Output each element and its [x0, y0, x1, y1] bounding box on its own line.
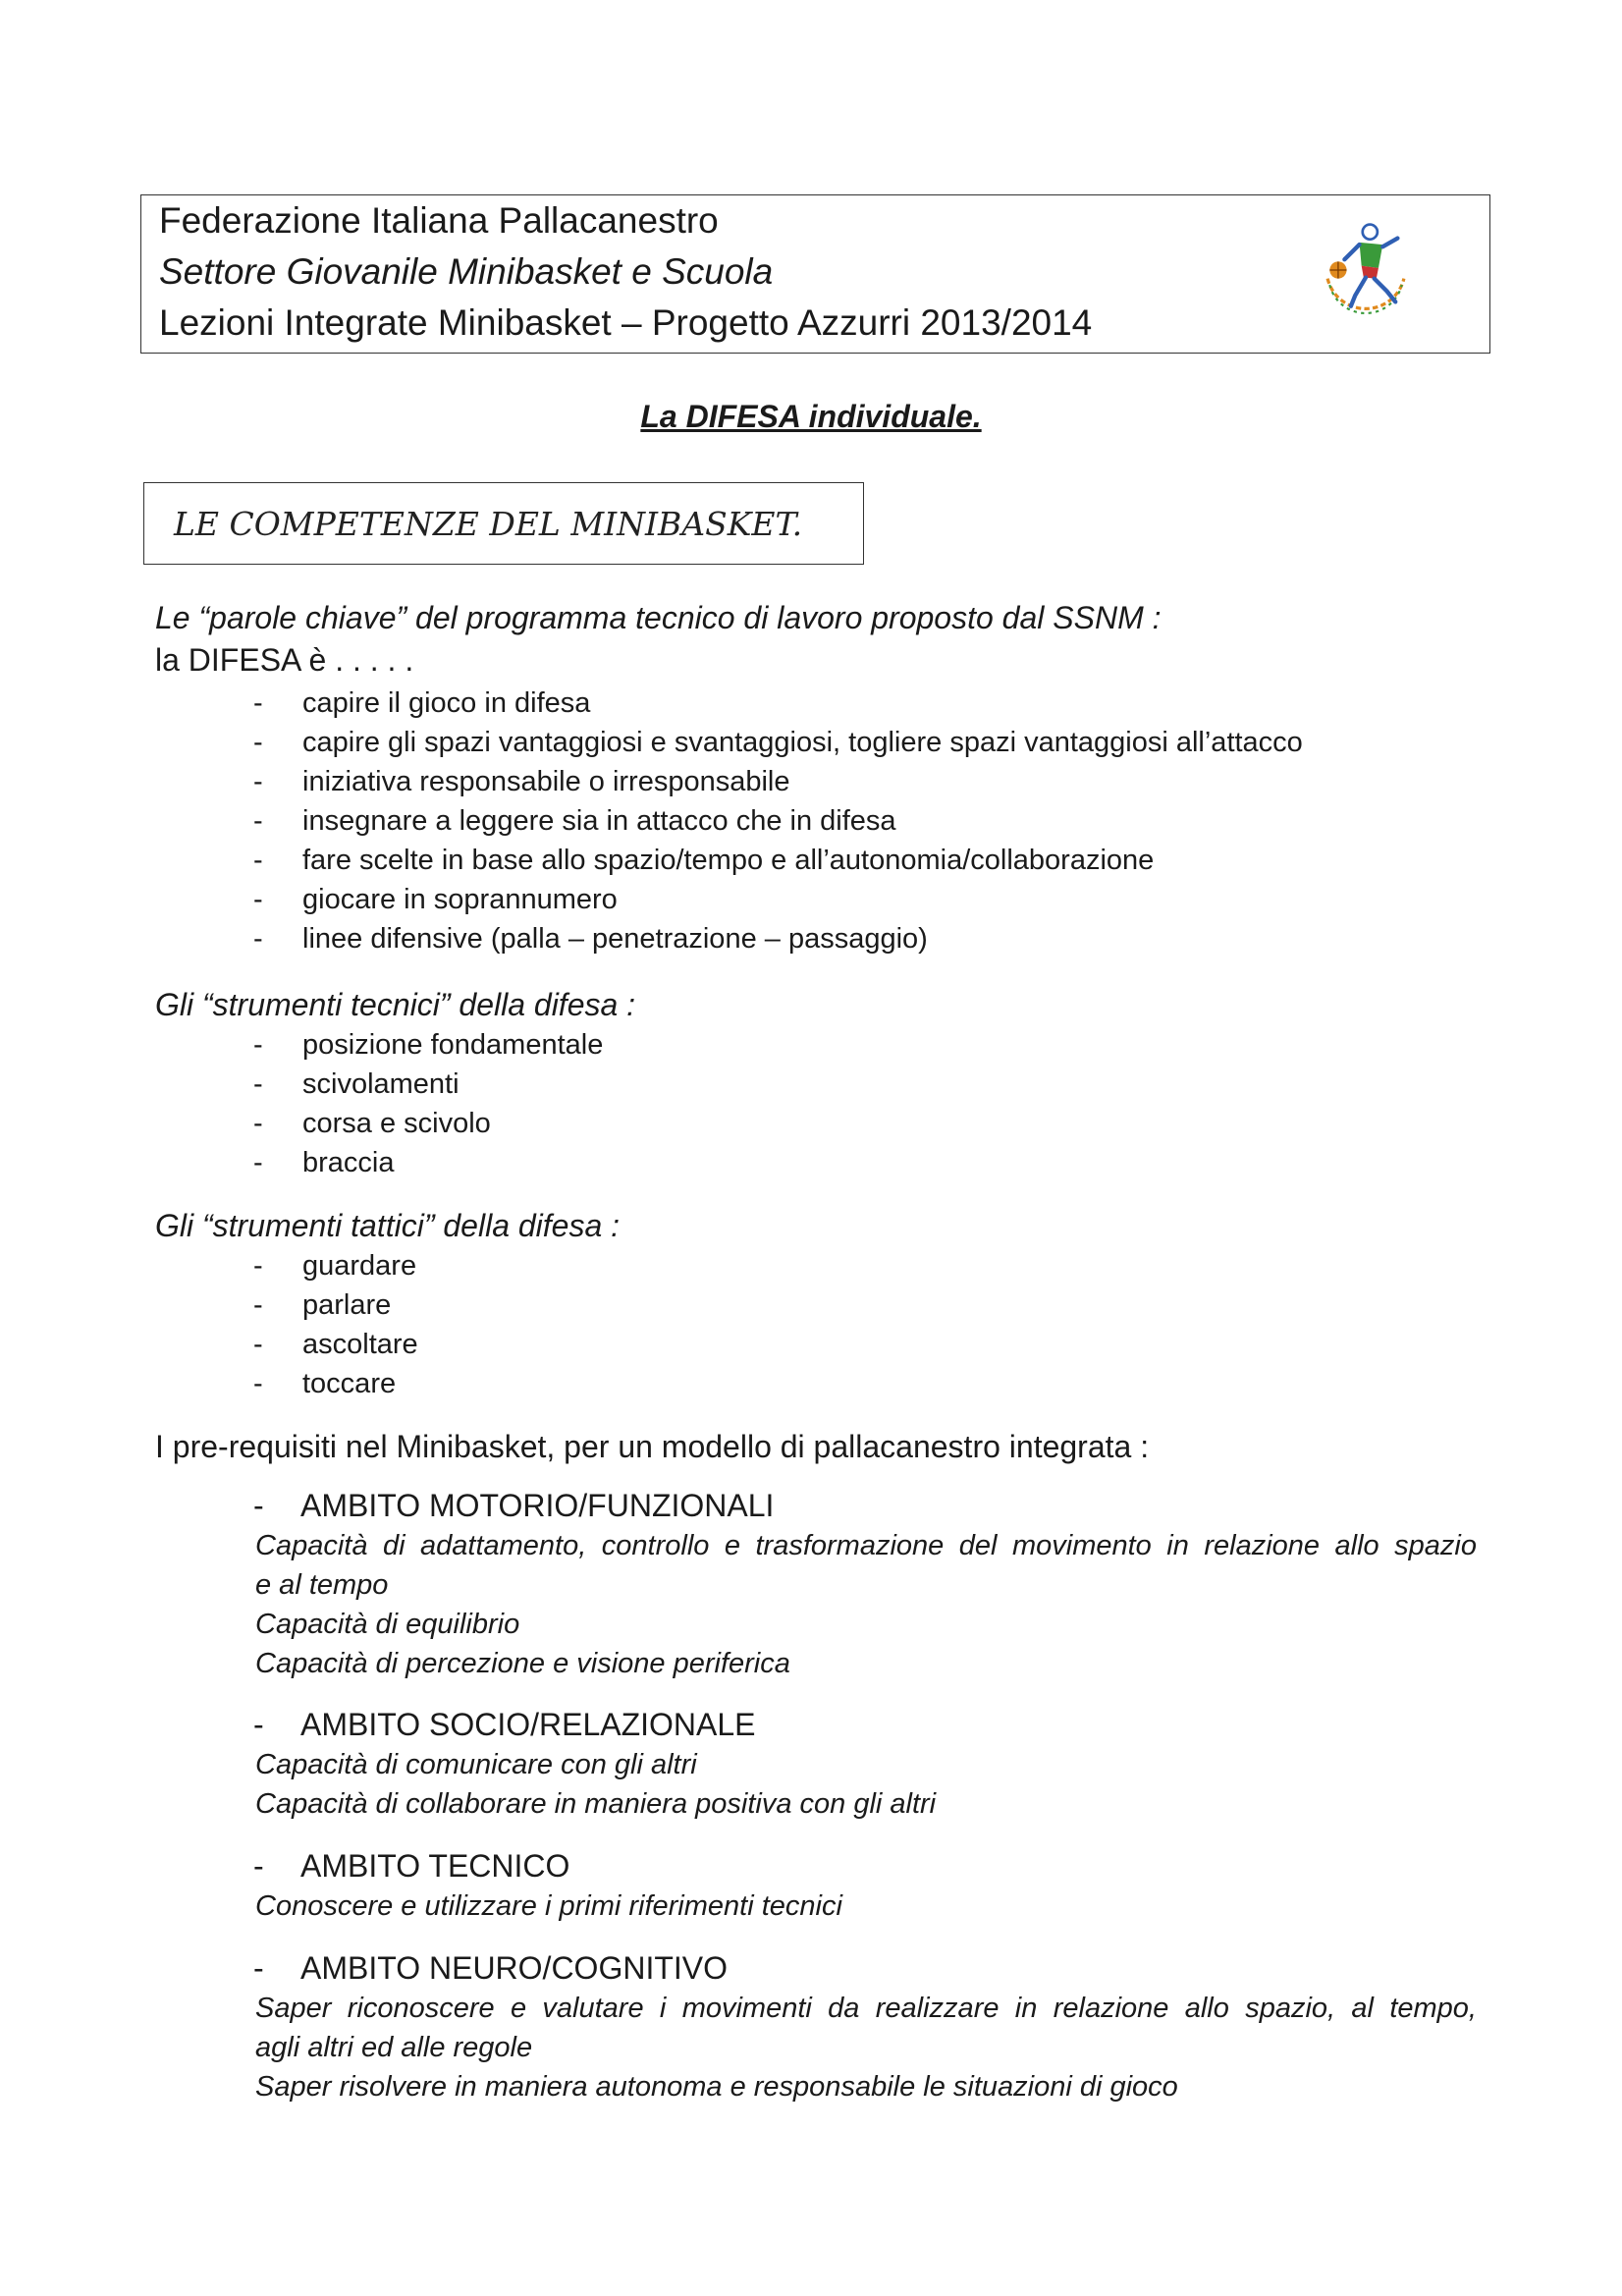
ambito-motorio-desc: e al tempo: [255, 1569, 389, 1601]
bullet-dash: -: [253, 687, 263, 719]
bullet-dash: -: [253, 884, 263, 915]
bullet-dash: -: [253, 845, 263, 876]
document-header: [140, 194, 1490, 354]
header-sector: Settore Giovanile Minibasket e Scuola: [159, 251, 774, 292]
competence-box: LE COMPETENZE DEL MINIBASKET.: [143, 482, 864, 565]
defense-is-line: la DIFESA è . . . . .: [155, 642, 414, 678]
bullet-dash: -: [253, 1068, 263, 1100]
bullet-dash: -: [253, 923, 263, 955]
bullet-dash: -: [253, 727, 263, 758]
ambito-neuro-desc: Saper risolvere in maniera autonoma e responsabile le situazioni di gioco: [255, 2071, 1178, 2103]
technical-tools-heading: Gli “strumenti tecnici” della difesa :: [155, 987, 636, 1022]
bullet-dash: -: [253, 1329, 263, 1360]
bullet-dash: -: [253, 1108, 263, 1139]
bullet-dash: -: [253, 805, 263, 837]
ambito-socio-desc: Capacità di comunicare con gli altri: [255, 1749, 697, 1780]
ambito-motorio-desc: Capacità di percezione e visione periferica: [255, 1648, 790, 1679]
bullet-dash: -: [253, 1250, 263, 1282]
bullet-dash: -: [253, 1289, 263, 1321]
tactical-tools-heading: Gli “strumenti tattici” della difesa :: [155, 1208, 621, 1243]
prerequisites-heading: I pre-requisiti nel Minibasket, per un modello di pallacanestro integrata :: [155, 1429, 1150, 1464]
bullet-dash: -: [253, 1147, 263, 1178]
ambito-neuro-desc: Saper riconoscere e valutare i movimenti da realizzare in relazione allo spazio, al tempo,: [255, 1993, 1477, 2024]
ambito-tecnico-desc: Conoscere e utilizzare i primi riferimenti tecnici: [255, 1890, 842, 1922]
ambito-neuro-desc: agli altri ed alle regole: [255, 2032, 533, 2063]
ambito-motorio-desc: Capacità di equilibrio: [255, 1609, 520, 1640]
ambito-socio-desc: Capacità di collaborare in maniera positiva con gli altri: [255, 1788, 937, 1820]
bullet-dash: -: [253, 1029, 263, 1061]
keywords-intro: Le “parole chiave” del programma tecnico di lavoro proposto dal SSNM :: [155, 600, 1162, 635]
document-title: La DIFESA individuale.: [640, 399, 982, 434]
minibasket-player-logo-icon: [1313, 217, 1419, 323]
header-federation: Federazione Italiana Pallacanestro: [159, 200, 719, 241]
header-lessons: Lezioni Integrate Minibasket – Progetto Azzurri 2013/2014: [159, 302, 1093, 343]
bullet-dash: -: [253, 1368, 263, 1399]
bullet-dash: -: [253, 766, 263, 797]
ambito-motorio-desc: Capacità di adattamento, controllo e trasformazione del movimento in relazione allo spazio: [255, 1530, 1477, 1561]
